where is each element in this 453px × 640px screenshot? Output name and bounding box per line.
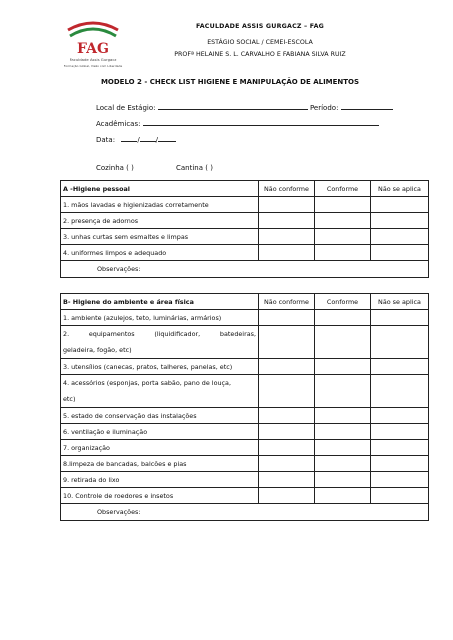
table-row — [61, 472, 429, 488]
fag-logo — [62, 18, 124, 76]
check-cell[interactable] — [315, 326, 371, 359]
col-nao-conforme: Não conforme — [259, 294, 315, 310]
check-cell[interactable] — [259, 440, 315, 456]
check-cell[interactable] — [315, 488, 371, 504]
local-field — [96, 102, 393, 112]
periodo-label: Período: — [309, 104, 339, 112]
table-row — [61, 213, 429, 229]
check-cell[interactable] — [259, 229, 315, 245]
check-cell[interactable] — [371, 326, 429, 359]
observations-label[interactable]: Observações: — [61, 504, 429, 521]
date-separator: / — [137, 136, 140, 144]
page-title: MODELO 2 - CHECK LIST HIGIENE E MANIPULAÇÃO DE ALIMENTOS — [100, 78, 360, 86]
item-label: 4. uniformes limpos e adequado — [61, 245, 259, 261]
academicas-field — [96, 118, 379, 128]
check-cell[interactable] — [315, 472, 371, 488]
day-input[interactable] — [121, 134, 140, 144]
check-cell[interactable] — [371, 229, 429, 245]
cantina-option[interactable]: Cantina ( ) — [176, 164, 213, 172]
date-separator: / — [155, 136, 159, 144]
check-cell[interactable] — [259, 326, 315, 359]
check-cell[interactable] — [315, 408, 371, 424]
table-header-row — [61, 181, 429, 197]
check-cell[interactable] — [259, 375, 315, 408]
academicas-input[interactable] — [143, 118, 379, 126]
check-cell[interactable] — [259, 408, 315, 424]
check-cell[interactable] — [371, 440, 429, 456]
check-cell[interactable] — [371, 310, 429, 326]
item-label-line1: 2. equipamentos (liquidificador, batedeiras, — [63, 330, 256, 338]
check-cell[interactable] — [315, 359, 371, 375]
table-row — [61, 326, 429, 359]
institution-name: FACULDADE ASSIS GURGACZ – FAG — [195, 23, 325, 30]
check-cell[interactable] — [371, 408, 429, 424]
table-row — [61, 488, 429, 504]
item-label-line1: 4. acessórios (esponjas, porta sabão, pano de louça, — [63, 379, 232, 387]
check-cell[interactable] — [259, 245, 315, 261]
item-label: 5. estado de conservação das instalações — [61, 408, 259, 424]
check-cell[interactable] — [259, 359, 315, 375]
item-label: 1. mãos lavadas e higienizadas corretamente — [61, 197, 259, 213]
table-row — [61, 359, 429, 375]
table-header-row — [61, 294, 429, 310]
check-cell[interactable] — [315, 424, 371, 440]
check-cell[interactable] — [371, 197, 429, 213]
data-field — [96, 134, 176, 144]
col-nao-conforme: Não conforme — [259, 181, 315, 197]
table-row — [61, 229, 429, 245]
check-cell[interactable] — [371, 456, 429, 472]
internship-name: ESTÁGIO SOCIAL / CEMEI-ESCOLA — [207, 39, 313, 46]
table-row — [61, 310, 429, 326]
check-cell[interactable] — [315, 213, 371, 229]
item-label: 7. organização — [61, 440, 259, 456]
check-cell[interactable] — [315, 456, 371, 472]
year-input[interactable] — [155, 134, 176, 144]
col-conforme: Conforme — [315, 181, 371, 197]
col-nao-se-aplica: Não se aplica — [371, 181, 429, 197]
local-input[interactable] — [158, 102, 308, 110]
table-row — [61, 245, 429, 261]
table-row — [61, 424, 429, 440]
logo-subtagline: Formação Global, Visão com Liberdade — [63, 64, 123, 68]
table-row — [61, 440, 429, 456]
check-cell[interactable] — [315, 229, 371, 245]
check-cell[interactable] — [259, 197, 315, 213]
item-label: 3. utensílios (canecas, pratos, talheres, panelas, etc) — [61, 359, 259, 375]
item-label-line2: geladeira, fogão, etc) — [63, 346, 132, 354]
month-input[interactable] — [140, 134, 159, 144]
check-cell[interactable] — [315, 440, 371, 456]
section-b-table — [60, 293, 429, 521]
logo-tagline: Faculdade Assis Gurgacz — [69, 57, 117, 62]
section-a-title: A -Higiene pessoal — [61, 181, 259, 197]
observations-label[interactable]: Observações: — [61, 261, 429, 278]
item-label: 10. Controle de roedores e insetos — [61, 488, 259, 504]
academicas-label: Acadêmicas: — [96, 120, 141, 128]
item-label: 6. ventilação e iluminação — [61, 424, 259, 440]
table-row — [61, 375, 429, 408]
check-cell[interactable] — [259, 310, 315, 326]
check-cell[interactable] — [259, 424, 315, 440]
check-cell[interactable] — [371, 375, 429, 408]
fag-logo-emblem — [62, 18, 124, 76]
section-b-title: B- Higiene do ambiente e área física — [61, 294, 259, 310]
data-label: Data: — [96, 136, 116, 144]
table-row — [61, 408, 429, 424]
table-row — [61, 456, 429, 472]
item-label: 9. retirada do lixo — [61, 472, 259, 488]
observations-row — [61, 261, 429, 278]
observations-row — [61, 504, 429, 521]
check-cell[interactable] — [259, 456, 315, 472]
check-cell[interactable] — [315, 375, 371, 408]
check-cell[interactable] — [259, 213, 315, 229]
check-cell[interactable] — [371, 359, 429, 375]
item-label: 2. presença de adornos — [61, 213, 259, 229]
check-cell[interactable] — [315, 245, 371, 261]
cozinha-option[interactable]: Cozinha ( ) — [96, 164, 134, 172]
table-row — [61, 197, 429, 213]
item-label — [61, 375, 259, 408]
logo-wordmark: FAG — [77, 41, 109, 57]
check-cell[interactable] — [259, 488, 315, 504]
item-label — [61, 326, 259, 359]
item-label: 8.limpeza de bancadas, balcões e pias — [61, 456, 259, 472]
professors-name: PROFª HELAINE S. L. CARVALHO E FABIANA SILVA RUIZ — [174, 51, 346, 58]
check-cell[interactable] — [315, 197, 371, 213]
check-cell[interactable] — [371, 245, 429, 261]
check-cell[interactable] — [259, 472, 315, 488]
local-label: Local de Estágio: — [96, 104, 156, 112]
check-cell[interactable] — [371, 472, 429, 488]
check-cell[interactable] — [371, 488, 429, 504]
col-conforme: Conforme — [315, 294, 371, 310]
item-label: 1. ambiente (azulejos, teto, luminárias, armários) — [61, 310, 259, 326]
check-cell[interactable] — [371, 213, 429, 229]
check-cell[interactable] — [371, 424, 429, 440]
item-label: 3. unhas curtas sem esmaltes e limpas — [61, 229, 259, 245]
section-a-table — [60, 180, 429, 278]
check-cell[interactable] — [315, 310, 371, 326]
periodo-input[interactable] — [341, 102, 393, 110]
item-label-line2: etc) — [63, 395, 76, 403]
col-nao-se-aplica: Não se aplica — [371, 294, 429, 310]
